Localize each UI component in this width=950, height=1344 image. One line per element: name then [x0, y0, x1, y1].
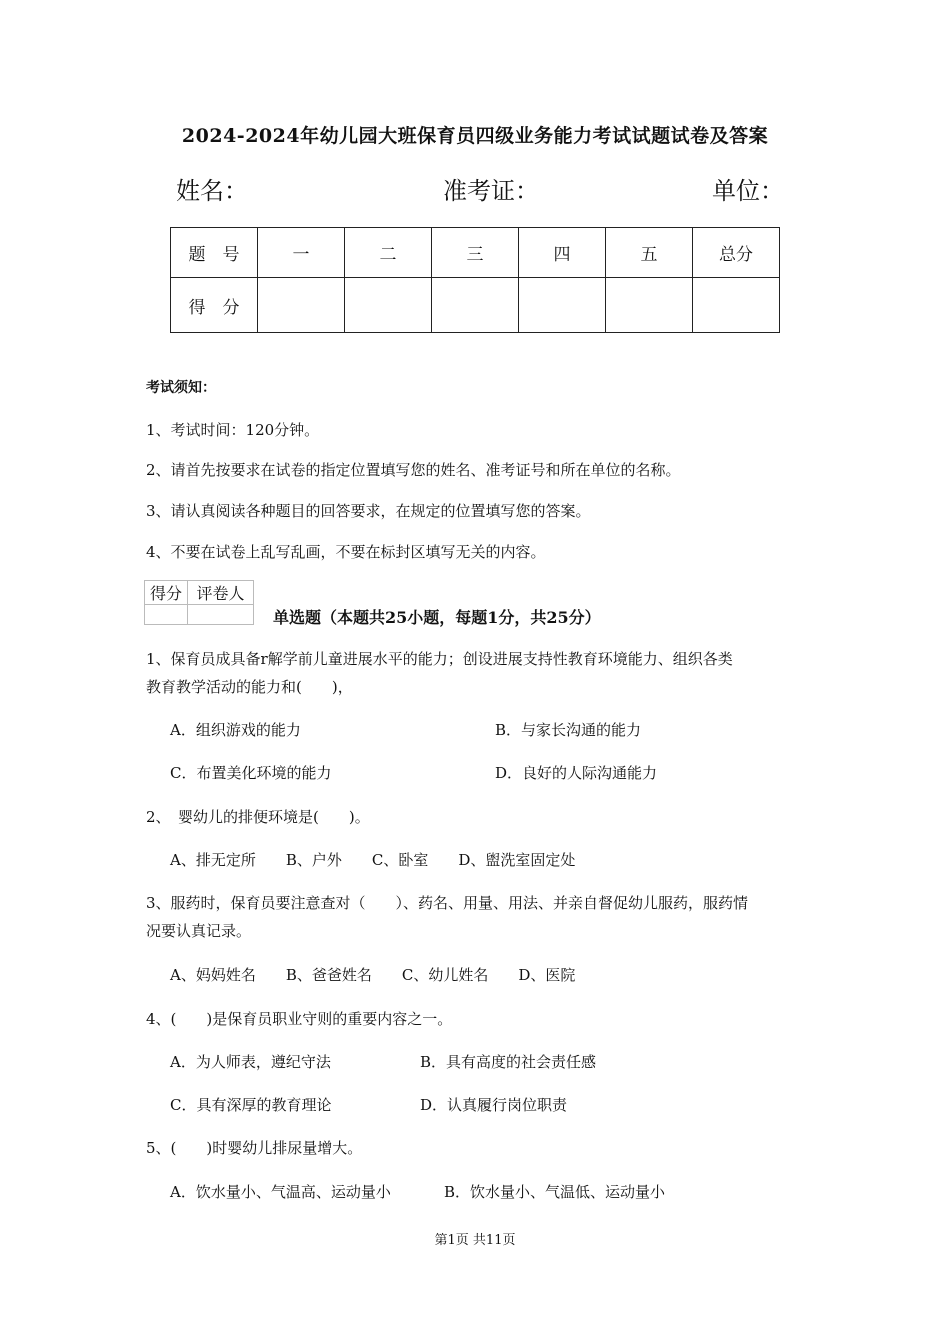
section-heading: 单选题（本题共25小题，每题1分，共25分）	[273, 608, 601, 627]
notes-title: 考试须知：	[146, 380, 216, 396]
score-header-cell: 总分	[693, 228, 780, 278]
score-header-cell: 四	[519, 228, 606, 278]
question-5-option-a: A．饮水量小、气温高、运动量小	[170, 1183, 391, 1201]
score-cell[interactable]	[606, 278, 693, 333]
grader-name-label: 评卷人	[188, 581, 254, 605]
grader-score-label: 得分	[145, 581, 188, 605]
exam-id-field-label: 准考证：	[443, 177, 539, 205]
grader-name-cell[interactable]	[188, 605, 254, 625]
question-5-text: 5、( )时婴幼儿排尿量增大。	[146, 1139, 363, 1157]
grader-score-cell[interactable]	[145, 605, 188, 625]
question-4-option-a: A．为人师表，遵纪守法	[170, 1053, 331, 1071]
score-header-cell: 二	[345, 228, 432, 278]
question-4-option-d: D．认真履行岗位职责	[420, 1096, 568, 1114]
grader-box	[144, 580, 254, 625]
score-header-cell: 五	[606, 228, 693, 278]
score-cell[interactable]	[258, 278, 345, 333]
question-5-option-b: B．饮水量小、气温低、运动量小	[444, 1183, 666, 1201]
note-item: 4、不要在试卷上乱写乱画，不要在标封区填写无关的内容。	[146, 543, 546, 561]
score-row-label: 得 分	[171, 278, 258, 333]
question-3-text: 况要认真记录。	[146, 922, 252, 940]
note-item: 3、请认真阅读各种题目的回答要求，在规定的位置填写您的答案。	[146, 502, 591, 520]
question-4-text: 4、( )是保育员职业守则的重要内容之一。	[146, 1010, 453, 1028]
score-cell[interactable]	[519, 278, 606, 333]
question-1-option-a: A．组织游戏的能力	[170, 721, 301, 739]
question-1-option-d: D．良好的人际沟通能力	[495, 764, 658, 782]
question-2-text: 2、 婴幼儿的排便环境是( )。	[146, 808, 370, 826]
score-header-cell: 三	[432, 228, 519, 278]
question-4-option-b: B．具有高度的社会责任感	[420, 1053, 597, 1071]
score-cell[interactable]	[693, 278, 780, 333]
page-footer: 第1页 共11页	[434, 1233, 516, 1248]
question-1-text: 教育教学活动的能力和( )，	[146, 678, 353, 696]
question-1-text: 1、保育员成具备r解学前儿童进展水平的能力；创设进展支持性教育环境能力、组织各类	[146, 650, 733, 668]
question-4-option-c: C．具有深厚的教育理论	[170, 1096, 332, 1114]
unit-field-label: 单位：	[712, 177, 784, 205]
note-item: 2、请首先按要求在试卷的指定位置填写您的姓名、准考证号和所在单位的名称。	[146, 461, 681, 479]
score-cell[interactable]	[432, 278, 519, 333]
exam-title: 2024-2024年幼儿园大班保育员四级业务能力考试试题试卷及答案	[181, 125, 769, 147]
score-header-cell: 题 号	[171, 228, 258, 278]
question-1-option-c: C．布置美化环境的能力	[170, 764, 332, 782]
question-2-options: A、排无定所 B、户外 C、卧室 D、盥洗室固定处	[170, 851, 576, 869]
score-table-score-row	[171, 278, 780, 333]
question-1-option-b: B．与家长沟通的能力	[495, 721, 642, 739]
score-table	[170, 227, 780, 333]
note-item: 1、考试时间：120分钟。	[146, 421, 320, 439]
question-3-options: A、妈妈姓名 B、爸爸姓名 C、幼儿姓名 D、医院	[170, 966, 576, 984]
name-field-label: 姓名：	[176, 177, 248, 205]
score-header-cell: 一	[258, 228, 345, 278]
score-table-header-row	[171, 228, 780, 278]
question-3-text: 3、服药时，保育员要注意查对（ ）、药名、用量、用法、并亲自督促幼儿服药，服药情	[146, 894, 749, 912]
score-cell[interactable]	[345, 278, 432, 333]
